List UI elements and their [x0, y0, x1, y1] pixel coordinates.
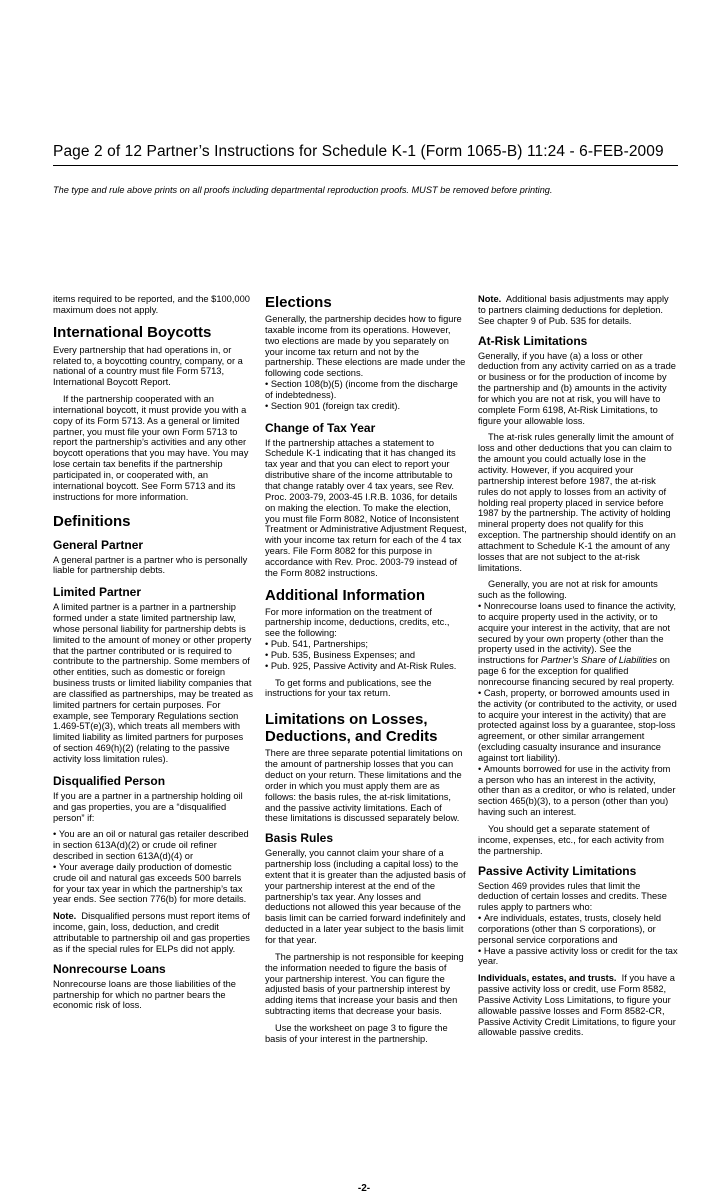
additional-bullet-2: • Pub. 535, Business Expenses; and	[265, 650, 467, 661]
elections-bullet-2: • Section 901 (foreign tax credit).	[265, 401, 467, 412]
elections-heading: Elections	[265, 294, 332, 311]
note-label: Note.	[53, 911, 77, 922]
additional-information-paragraph: For more information on the treatment of partnership income, deductions, credits, etc., see the following:	[265, 606, 450, 639]
disqualified-person-heading: Disqualified Person	[53, 773, 166, 788]
running-header: Page 2 of 12 Partner’s Instructions for Schedule K-1 (Form 1065-B) 11:24 - 6-FEB-2009	[53, 143, 664, 160]
at-risk-limitations-heading: At-Risk Limitations	[478, 333, 588, 348]
change-of-tax-year-paragraph: If the partnership attaches a statement to Schedule K-1 indicating that it has changed its tax year and that you can elect to report your distributive share of the income attributable to that change ratably over 4 tax years, see Rev. Proc. 2003-79, 2003-45 I.R.B. 1036, for details on making the election. To make the election, you must file Form 8082, Notice of Inconsistent Treatment or Administrative Adjustment Request, with your income tax return for each of the 4 tax years. File Form 8082 for this purpose in accordance with Rev. Proc. 2003-79 instead of the Form 8082 instructions.	[265, 437, 467, 578]
note-text: Disqualified persons must report items of income, gain, loss, deduction, and credit attributable to partnership oil and gas properties as if the special rules for ELPs did not apply.	[53, 911, 250, 954]
page-number: -2-	[357, 1183, 371, 1194]
at-risk-paragraph-4: You should get a separate statement of income, expenses, etc., for each activity from the partnership.	[478, 823, 665, 856]
nonrecourse-loans-heading: Nonrecourse Loans	[53, 961, 166, 976]
at-risk-paragraph-2: The at-risk rules generally limit the amount of loss and other deductions that you can claim to the amount you could actually lose in the activity. However, if you acquired your partnership interest before 1987, the at-risk rules do not apply to losses from an activity of holding real property placed in service before 1987 by the partnership. The activity of holding mineral property does not qualify for this exception. The partnership should identify on an attachment to Schedule K-1 the amount of any losses that are not subject to the at-risk limitations.	[478, 432, 676, 573]
passive-activity-heading: Passive Activity Limitations	[478, 863, 637, 878]
basis-paragraph-3: Use the worksheet on page 3 to figure the basis of your interest in the partnership.	[265, 1022, 448, 1044]
at-risk-bullet-1-text-b: on page 6 for the exception for qualified nonrecourse financing secured by real property.	[478, 655, 675, 687]
header-rule	[53, 165, 678, 166]
limited-partner-paragraph: A limited partner is a partner in a partnership formed under a state limited partnership law, whose personal liability for partnership debts is limited to the amount of money or other property that the partner contributed or is required to contribute to the partnership. Some members of other entities, such as domestic or foreign business trusts or limited liability companies that are classified as partnerships, may be treated as limited partners for certain purposes. For example, see Temporary Regulations section 1.469-5T(e)(3), which treats all members with limited liability as limited partners for purposes of section 469(h)(2) (relating to the passive activity loss limitation rules).	[53, 602, 253, 764]
elections-bullet-1: • Section 108(b)(5) (income from the discharge of indebtedness).	[265, 379, 467, 401]
passive-paragraph-1: Section 469 provides rules that limit the deduction of certain losses and credits. These rules apply to partners who:	[478, 880, 667, 913]
individuals-estates-trusts-label: Individuals, estates, and trusts.	[478, 973, 617, 984]
at-risk-bullet-1	[478, 601, 678, 688]
international-boycotts-heading: International Boycotts	[53, 323, 212, 341]
basis-note	[478, 294, 678, 327]
proof-note: The type and rule above prints on all proofs including departmental reproduction proofs. MUST be removed before printing.	[53, 185, 553, 195]
additional-bullet-1: • Pub. 541, Partnerships;	[265, 639, 467, 650]
passive-paragraph-2-text: If you have a passive activity loss or credit, use Form 8582, Passive Activity Loss Limitations, to figure your allowable passive losses and Form 8582-CR, Passive Activity Credit Limitations, to figure your allowable passive credits.	[478, 973, 676, 1038]
at-risk-bullet-2: • Cash, property, or borrowed amounts used in the activity (or contributed to the activity, or used to acquire your interest in the activity) that are protected against loss by a guarantee, stop-loss agreement, or other similar arrangement (excluding casualty insurance and insurance against tort liability).	[478, 688, 678, 764]
column-1	[53, 294, 253, 1011]
passive-bullet-1: • Are individuals, estates, trusts, closely held corporations (other than S corporations), or personal service corporations and	[478, 913, 678, 946]
note-label: Note.	[478, 294, 502, 304]
limitations-paragraph: There are three separate potential limitations on the amount of partnership losses that you can deduct on your return. These limitations and the order in which you must apply them are as follows: the basis rules, the at-risk limitations, and the passive activity limitations. Each of these limitations is discussed separately below.	[265, 748, 463, 824]
basis-rules-heading: Basis Rules	[265, 831, 334, 846]
general-partner-paragraph: A general partner is a partner who is personally liable for partnership debts.	[53, 554, 248, 576]
general-partner-heading: General Partner	[53, 537, 144, 552]
partners-share-of-liabilities-ref: Partner’s Share of Liabilities	[541, 655, 657, 666]
nonrecourse-paragraph: Nonrecourse loans are those liabilities of the partnership for which no partner bears the economic risk of loss.	[53, 978, 236, 1011]
basis-paragraph-2: The partnership is not responsible for keeping the information needed to figure the basis of your partnership interest. You can figure the adjusted basis of your partnership interest by adding items that increase your basis and then subtracting items that decrease your basis.	[265, 951, 464, 1017]
disqualified-intro: If you are a partner in a partnership holding oil and gas properties, you are a “disqualified person” if:	[53, 790, 243, 823]
additional-paragraph-2: To get forms and publications, see the instructions for your tax return.	[265, 677, 432, 699]
at-risk-bullet-3: • Amounts borrowed for use in the activity from a person who has an interest in the activity, other than as a creditor, or who is related, under section 465(b)(3), to a person (other than you) having such an interest.	[478, 764, 678, 818]
elections-paragraph: Generally, the partnership decides how to figure taxable income from its operations. However, two elections are made by you separately on your income tax return and not by the partnership. These elections are made under the following code sections.	[265, 314, 466, 379]
limited-partner-heading: Limited Partner	[53, 585, 142, 600]
disqualified-note	[53, 911, 253, 954]
disqualified-bullet-1: • You are an oil or natural gas retailer described in section 613A(d)(2) or crude oil refiner described in section 613A(d)(4) or	[53, 829, 253, 862]
column-3	[478, 294, 678, 1038]
boycotts-paragraph-2: If the partnership cooperated with an international boycott, it must provide you with a copy of its Form 5713. As a general or limited partner, you must file your own Form 5713 to report the partnership’s activities and any other boycott operations that you may have. You may lose certain tax benefits if the partnership participated in, or cooperated with, an international boycott. See Form 5713 and its instructions for more information.	[53, 394, 249, 502]
limitations-heading: Limitations on Losses, Deductions, and Credits	[265, 711, 438, 746]
at-risk-paragraph-1: Generally, if you have (a) a loss or other deduction from any activity carried on as a trade or business or for the production of income by the partnership and (b) amounts in the activity for which you are not at risk, you will have to complete Form 6198, At-Risk Limitations, to figure your allowable loss.	[478, 350, 676, 426]
at-risk-paragraph-3: Generally, you are not at risk for amounts such as the following.	[478, 579, 658, 601]
basis-paragraph-1: Generally, you cannot claim your share of a partnership loss (including a capital loss) to the extent that it is greater than the adjusted basis of your partnership interest at the end of the partnership’s tax year. Any losses and deductions not allowed this year because of the basis limit can be carried forward indefinitely and deducted in a later year subject to the basis limit for that year.	[265, 848, 466, 945]
intro-paragraph: items required to be reported, and the $100,000 maximum does not apply.	[53, 294, 250, 315]
disqualified-bullet-2: • Your average daily production of domestic crude oil and natural gas exceeds 500 barrels for your tax year in which the partnership’s tax year ends. See section 776(b) for more details.	[53, 862, 253, 905]
passive-paragraph-2	[478, 973, 678, 1038]
at-risk-bullet-1-text-a: Nonrecourse loans used to finance the activity, to acquire property used in the activity, or to acquire your interest in the activity, that are not secured by your own property (other than the property used in the activity). See the instructions for	[478, 601, 676, 666]
change-of-tax-year-heading: Change of Tax Year	[265, 420, 376, 435]
additional-bullet-3: • Pub. 925, Passive Activity and At-Risk Rules.	[265, 661, 467, 672]
note-text: Additional basis adjustments may apply to partners claiming deductions for depletion. See chapter 9 of Pub. 535 for details.	[478, 294, 669, 326]
additional-information-heading: Additional Information	[265, 586, 425, 604]
passive-bullet-2: • Have a passive activity loss or credit for the tax year.	[478, 946, 678, 968]
boycotts-paragraph-1: Every partnership that had operations in, or related to, a boycotting country, company, or a national of a country must file Form 5713, International Boycott Report.	[53, 344, 243, 388]
definitions-heading: Definitions	[53, 512, 131, 530]
column-2	[265, 294, 467, 1045]
